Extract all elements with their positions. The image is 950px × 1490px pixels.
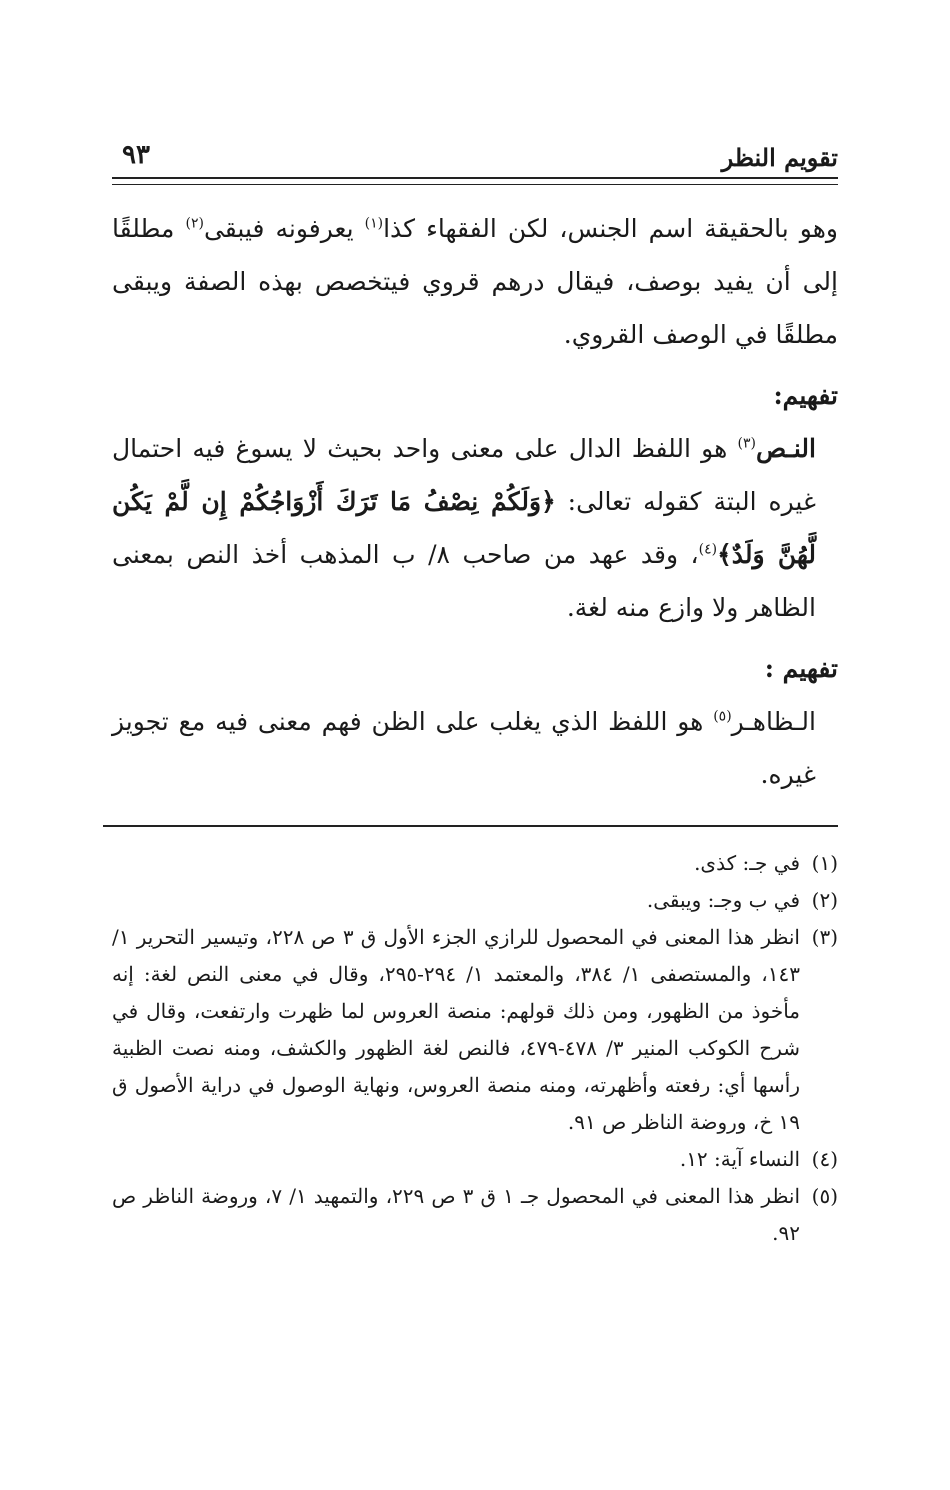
footnote-separator [103, 825, 838, 827]
footnote-number-2: (٢) [811, 888, 838, 912]
header-rule-thin [112, 184, 838, 185]
footnote-text-4: النساء آية: ١٢. [679, 1147, 800, 1171]
section-heading-1: تفهيم: [773, 381, 838, 410]
paragraph-1-text-a: وهو بالحقيقة اسم الجنس، لكن الفقهاء كذا [383, 214, 838, 243]
running-title: تقويم النظر [721, 143, 838, 172]
footnote-4 [112, 1141, 838, 1178]
paragraph-1-text-b: يعرفونه فيبقى [203, 214, 365, 243]
footnote-number-3: (٣) [811, 925, 838, 949]
footnote-number-4: (٤) [811, 1147, 838, 1171]
footnote-1 [112, 845, 838, 882]
footnote-2 [112, 882, 838, 919]
footnote-number-1: (١) [811, 851, 838, 875]
header-rule-thick [112, 177, 838, 179]
footnote-text-2: في ب وجـ: ويبقى. [646, 888, 800, 912]
footnote-5 [112, 1178, 838, 1252]
main-text [112, 202, 838, 801]
paragraph-3 [112, 695, 838, 801]
paragraph-2-text-b: هو اللفظ الدال على معنى واحد بحيث لا يسوغ فيه احتمال غيره البتة كقوله تعالى: [112, 434, 816, 516]
page-number: ٩٣ [122, 140, 150, 170]
section-heading-2: تفهيم : [764, 654, 838, 683]
footnote-ref-5: (٥) [713, 708, 732, 725]
footnote-text-1: في جـ: كذى. [694, 851, 800, 875]
footnotes [112, 845, 838, 1252]
quran-verse: ﴿وَلَكُمْ نِصْفُ مَا تَرَكَ أَزْوَاجُكُمْ إِن لَّمْ يَكُن لَّهُنَّ وَلَدٌ﴾ [112, 487, 816, 569]
footnote-text-3: انظر هذا المعنى في المحصول للرازي الجزء الأول ق ٣ ص ٢٢٨، وتيسير التحرير ١/ ١٤٣، والمستصفى ١/ ٣٨٤، والمعتمد ١/ ٢٩٤-٢٩٥، وقال في معنى النص لغة: إنه مأخوذ من الظهور، ومن ذلك قولهم: منصة العروس لما ظهرت وارتفعت، وقال في شرح الكوكب المنير ٣/ ٤٧٨-٤٧٩، فالنص لغة الظهور والكشف، ومنه نصت الظبية رأسها أي: رفعته وأظهرته، ومنه منصة العروس، ونهاية الوصول في دراية الأصول ق ١٩ خ، وروضة الناظر ص ٩١. [112, 925, 800, 1134]
paragraph-1-text-c: مطلقًا إلى أن يفيد بوصف، فيقال درهم قروي فيتخصص بهذه الصفة ويبقى مطلقًا في الوصف القروي. [112, 214, 838, 349]
paragraph-2 [112, 422, 838, 634]
footnote-number-5: (٥) [811, 1184, 838, 1208]
paragraph-1 [112, 202, 838, 361]
paragraph-2-text-c: ، وقد عهد من صاحب ٨/ ب المذهب أخذ النص بمعنى الظاهر ولا وازع منه لغة. [112, 540, 816, 622]
footnote-ref-3: (٣) [737, 435, 756, 452]
footnote-ref-1: (١) [364, 215, 384, 232]
term-zahir: الـظاهـر [731, 707, 816, 736]
footnote-3 [112, 919, 838, 1141]
paragraph-3-text-b: هو اللفظ الذي يغلب على الظن فهم معنى فيه مع تجويز غيره. [112, 707, 816, 789]
footnote-ref-2: (٢) [185, 215, 204, 232]
footnote-ref-4: (٤) [698, 541, 718, 558]
footnote-text-5: انظر هذا المعنى في المحصول جـ ١ ق ٣ ص ٢٢٩، والتمهيد ١/ ٧، وروضة الناظر ص ٩٢. [112, 1184, 800, 1245]
term-nass: النـص [755, 434, 816, 463]
